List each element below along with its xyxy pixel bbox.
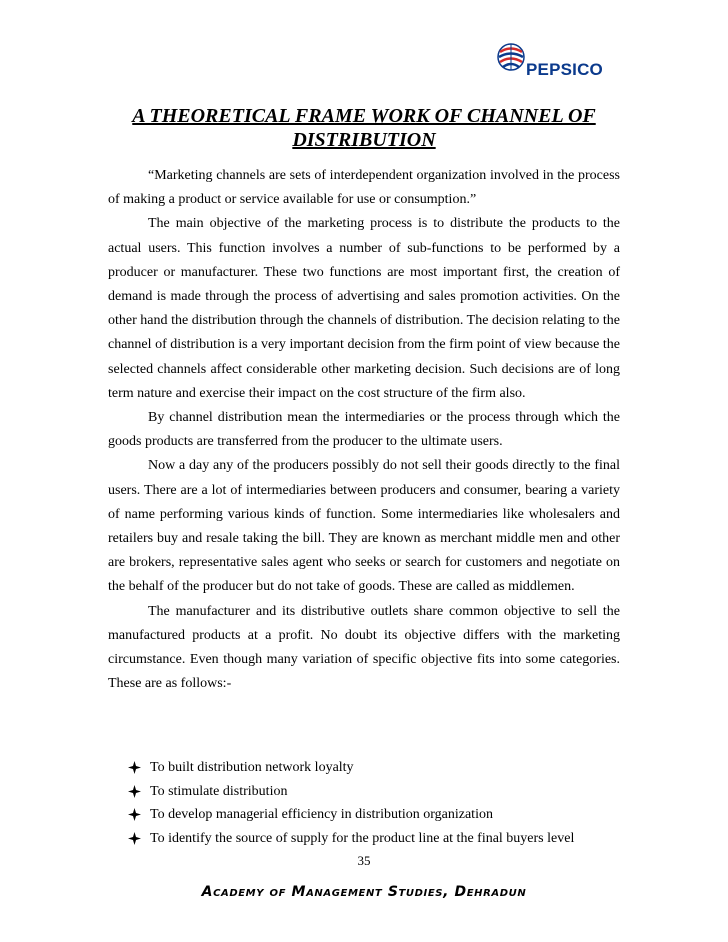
list-item [128, 827, 628, 851]
page-number: 35 [357, 853, 371, 868]
list-item [128, 780, 628, 804]
body-text [108, 164, 620, 696]
list-item-text: To identify the source of supply for the product line at the final buyers level [150, 830, 575, 846]
pepsico-wordmark: PEPSICO [526, 60, 603, 79]
paragraph: Now a day any of the producers possibly do not sell their goods directly to the final users. There are a lot of intermediaries between producers and consumer, bearing a variety of name performing various kinds of function. Some intermediaries like wholesalers and retailers buy and resale taking the bill. They are known as merchant middle men and other are brokers, representative sales agent who seeks or search for customers and negotiate on the behalf of the producer but do not take of goods. These are called as middlemen. [108, 458, 620, 595]
paragraph: The main objective of the marketing process is to distribute the products to the actual users. This function involves a number of sub-functions to be performed by a producer or manufacturer. These two functions are most important first, the creation of demand is made through the process of advertising and sales promotion activities. On the other hand the distribution through the channels of distribution. The decision relating to the channel of distribution is a very important decision from the firm point of view because the selected channels affect considerable other marketing decision. Such decisions are of long term nature and exercise their impact on the cost structure of the firm also. [108, 216, 620, 401]
diamond-bullet-icon [128, 808, 141, 821]
list-item-text: To develop managerial efficiency in distribution organization [150, 807, 493, 822]
list-item-text: To stimulate distribution [150, 783, 288, 799]
objectives-list [128, 756, 628, 850]
paragraph: By channel distribution mean the intermediaries or the process through which the goods products are transferred from the producer to the ultimate users. [108, 410, 620, 450]
footer-text: Academy of Management Studies, Dehradun [201, 884, 527, 900]
diamond-bullet-icon [128, 761, 141, 774]
page-title: A THEORETICAL FRAME WORK OF CHANNEL OF DISTRIBUTION [132, 105, 596, 151]
list-item [128, 803, 628, 827]
pepsico-globe-icon [496, 40, 526, 74]
list-item-text: To built distribution network loyalty [150, 760, 354, 775]
pepsico-logo [496, 40, 626, 80]
diamond-bullet-icon [128, 832, 141, 845]
paragraph: The manufacturer and its distributive outlets share common objective to sell the manufactured products at a profit. No doubt its objective differs with the marketing circumstance. Even though many variation of specific objective fits into some categories. These are as follows:- [108, 603, 620, 692]
list-item [128, 756, 628, 780]
paragraph: “Marketing channels are sets of interdependent organization involved in the process of making a product or service available for use or consumption.” [108, 168, 620, 208]
diamond-bullet-icon [128, 785, 141, 798]
